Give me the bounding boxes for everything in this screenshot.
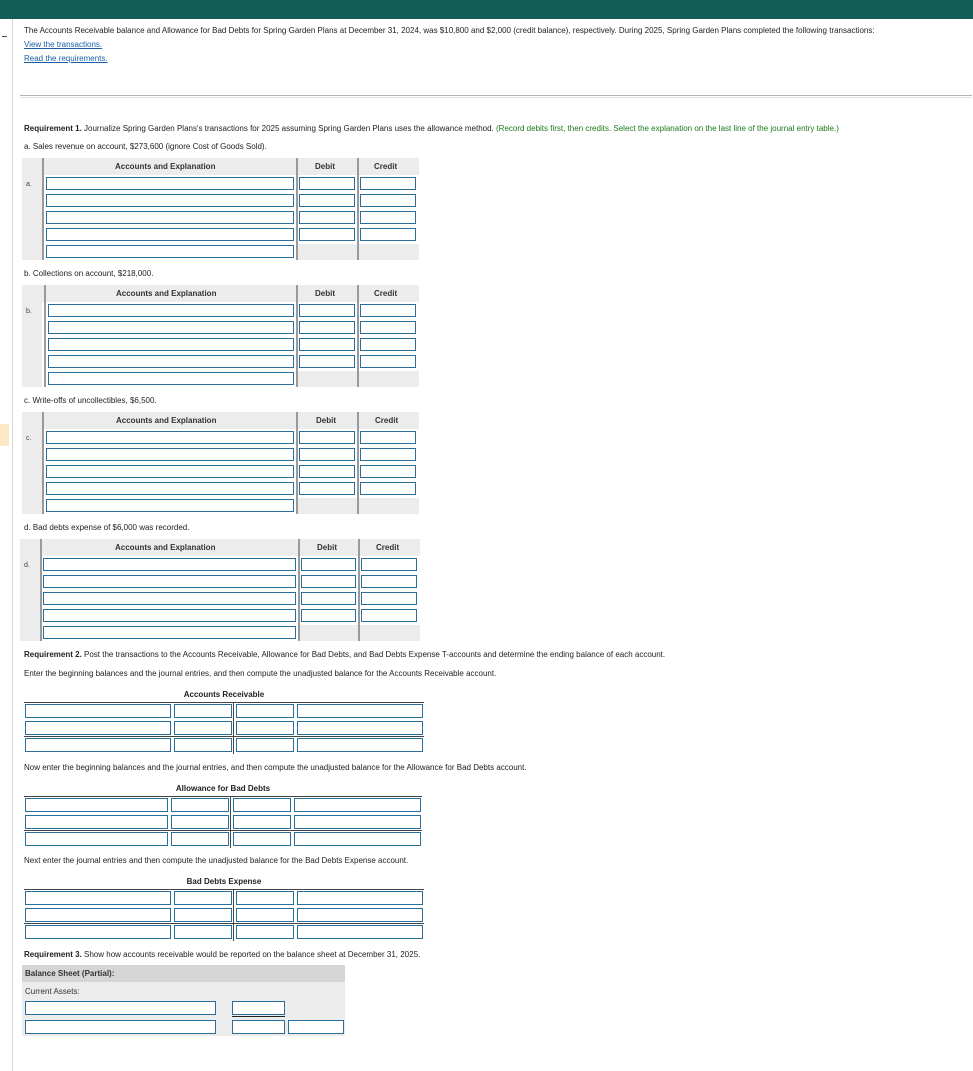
explanation-input[interactable] <box>43 626 296 639</box>
t-account-title: Bad Debts Expense <box>186 877 262 886</box>
header-debit: Debit <box>315 162 335 171</box>
debit-input[interactable] <box>299 194 355 207</box>
collapse-dash-icon[interactable] <box>2 36 7 37</box>
debit-input[interactable] <box>299 355 355 368</box>
column-divider <box>40 539 42 641</box>
allowance-right-label-input[interactable] <box>294 798 421 812</box>
column-divider <box>42 412 44 514</box>
t-account-allowance <box>24 784 422 848</box>
ar-instruction: Enter the beginning balances and the journal entries, and then compute the unadjusted balance for the Accounts Receivable account. <box>24 669 497 678</box>
ar-left-amount-input[interactable] <box>174 704 232 718</box>
header-accounts: Accounts and Explanation <box>116 416 217 425</box>
header-accounts: Accounts and Explanation <box>115 543 216 552</box>
account-input[interactable] <box>43 592 296 605</box>
credit-input[interactable] <box>360 448 416 461</box>
account-input[interactable] <box>43 609 296 622</box>
requirement-2-body: Post the transactions to the Accounts Receivable, Allowance for Bad Debts, and Bad Debts Expense T-accounts and determine the ending balance of each account. <box>81 650 666 659</box>
t-account-center-line <box>233 702 234 754</box>
entry-label-cell <box>20 556 40 641</box>
credit-input[interactable] <box>361 592 417 605</box>
credit-input[interactable] <box>360 431 416 444</box>
t-account-total-rule <box>24 923 424 924</box>
column-divider <box>298 539 300 641</box>
credit-input[interactable] <box>361 575 417 588</box>
header-credit: Credit <box>374 289 398 298</box>
entry-c-title: c. Write-offs of uncollectibles, $6,500. <box>24 396 157 405</box>
account-input[interactable] <box>46 177 294 190</box>
requirement-2-label: Requirement 2. <box>24 650 82 659</box>
account-input[interactable] <box>43 558 296 571</box>
entry-b-title: b. Collections on account, $218,000. <box>24 269 154 278</box>
t-account-title: Accounts Receivable <box>183 690 265 699</box>
debit-input[interactable] <box>299 304 355 317</box>
credit-input[interactable] <box>360 355 416 368</box>
journal-header <box>20 539 420 556</box>
requirement-1-instruction: (Record debits first, then credits. Select the explanation on the last line of the journal entry table.) <box>493 124 839 133</box>
header-credit: Credit <box>376 543 400 552</box>
ar-left-amount-input[interactable] <box>174 721 232 735</box>
requirement-3-body: Show how accounts receivable would be reported on the balance sheet at December 31, 2025. <box>81 950 421 959</box>
debit-input[interactable] <box>301 609 356 622</box>
ar-balance-right-label-input[interactable] <box>297 738 423 752</box>
top-bar <box>0 0 973 19</box>
debit-input[interactable] <box>301 592 356 605</box>
journal-header <box>22 158 419 175</box>
t-account-top-rule <box>24 796 422 797</box>
entry-letter: d. <box>24 562 30 569</box>
entry-label-cell <box>22 302 42 387</box>
account-input[interactable] <box>46 465 294 478</box>
account-input[interactable] <box>46 194 294 207</box>
header-credit: Credit <box>374 162 398 171</box>
ar-right-label-input[interactable] <box>297 704 423 718</box>
debit-input[interactable] <box>301 575 356 588</box>
entry-label-cell <box>22 429 42 514</box>
header-debit: Debit <box>316 416 336 425</box>
bde-right-label-input[interactable] <box>297 891 423 905</box>
account-input[interactable] <box>46 448 294 461</box>
journal-header <box>22 285 419 302</box>
bde-balance-label-input[interactable] <box>25 925 171 939</box>
debit-input[interactable] <box>299 482 355 495</box>
ar-right-amount-input[interactable] <box>236 704 294 718</box>
header-credit: Credit <box>375 416 399 425</box>
column-divider <box>296 412 298 514</box>
balance-sheet-header <box>22 965 345 982</box>
bde-left-label-input[interactable] <box>25 908 171 922</box>
t-account-total-rule <box>24 736 424 737</box>
column-divider <box>44 285 46 387</box>
debit-input[interactable] <box>299 321 355 334</box>
current-assets-label: Current Assets: <box>25 987 80 996</box>
t-account-total-rule <box>24 830 422 831</box>
debit-input[interactable] <box>299 228 355 241</box>
debit-input[interactable] <box>299 448 355 461</box>
allowance-right-label-input[interactable] <box>294 815 421 829</box>
allowance-left-label-input[interactable] <box>25 798 168 812</box>
t-account-title: Allowance for Bad Debts <box>175 784 271 793</box>
left-divider <box>12 19 13 1071</box>
bde-balance-right-input[interactable] <box>236 925 294 939</box>
credit-input[interactable] <box>360 338 416 351</box>
allowance-left-amount-input[interactable] <box>171 815 229 829</box>
account-input[interactable] <box>46 482 294 495</box>
explanation-input[interactable] <box>46 245 294 258</box>
header-accounts: Accounts and Explanation <box>115 162 216 171</box>
bde-right-label-input[interactable] <box>297 908 423 922</box>
t-account-bad-debts-expense <box>24 877 424 941</box>
column-divider <box>296 158 298 260</box>
t-account-center-line <box>230 796 231 848</box>
allowance-right-amount-input[interactable] <box>233 815 291 829</box>
entry-d-title: d. Bad debts expense of $6,000 was recorded. <box>24 523 190 532</box>
debit-input[interactable] <box>301 558 356 571</box>
bde-right-amount-input[interactable] <box>236 891 294 905</box>
journal-table-c <box>22 412 419 514</box>
balance-sheet-title: Balance Sheet (Partial): <box>25 969 115 978</box>
t-account-accounts-receivable <box>24 690 424 754</box>
entry-letter: a. <box>26 181 32 188</box>
ar-right-amount-input[interactable] <box>236 721 294 735</box>
account-input[interactable] <box>46 431 294 444</box>
t-account-center-line <box>233 889 234 941</box>
allowance-balance-right-input[interactable] <box>233 832 291 846</box>
journal-table-d <box>20 539 420 641</box>
account-input[interactable] <box>48 304 294 317</box>
header-debit: Debit <box>315 289 335 298</box>
view-transactions-link[interactable]: View the transactions. <box>24 40 103 49</box>
account-input[interactable] <box>48 321 294 334</box>
account-input[interactable] <box>43 575 296 588</box>
bde-right-amount-input[interactable] <box>236 908 294 922</box>
explanation-input[interactable] <box>46 499 294 512</box>
column-divider <box>296 285 298 387</box>
column-divider <box>357 285 359 387</box>
ar-right-label-input[interactable] <box>297 721 423 735</box>
debit-input[interactable] <box>299 465 355 478</box>
requirement-1-label: Requirement 1. <box>24 124 82 133</box>
debit-input[interactable] <box>299 177 355 190</box>
requirement-2-text <box>24 650 665 660</box>
credit-input[interactable] <box>360 482 416 495</box>
debit-input[interactable] <box>299 431 355 444</box>
journal-table-b <box>22 285 419 387</box>
bde-left-label-input[interactable] <box>25 891 171 905</box>
bde-balance-right-label-input[interactable] <box>297 925 423 939</box>
requirement-3-text <box>24 950 420 960</box>
credit-input[interactable] <box>360 321 416 334</box>
entry-letter: c. <box>26 435 32 442</box>
credit-input[interactable] <box>360 211 416 224</box>
allowance-balance-label-input[interactable] <box>25 832 168 846</box>
allowance-left-label-input[interactable] <box>25 815 168 829</box>
header-accounts: Accounts and Explanation <box>116 289 217 298</box>
allowance-balance-right-label-input[interactable] <box>294 832 421 846</box>
ar-balance-label-input[interactable] <box>25 738 171 752</box>
bs-line-2-amount-input[interactable] <box>232 1020 285 1034</box>
header-debit: Debit <box>317 543 337 552</box>
requirement-1-body: Journalize Spring Garden Plans's transactions for 2025 assuming Spring Garden Plans uses the allowance method. <box>81 124 494 133</box>
subtotal-underline <box>232 1016 285 1017</box>
column-divider <box>357 158 359 260</box>
requirement-1-text <box>24 124 839 134</box>
section-divider <box>20 95 972 96</box>
section-divider-shadow <box>20 97 972 98</box>
credit-input[interactable] <box>360 194 416 207</box>
ar-left-label-input[interactable] <box>25 704 171 718</box>
account-input[interactable] <box>48 338 294 351</box>
credit-input[interactable] <box>360 228 416 241</box>
bs-line-1-amount-input[interactable] <box>232 1001 285 1015</box>
bs-line-2-label-input[interactable] <box>25 1020 216 1034</box>
journal-header <box>22 412 419 429</box>
debit-input[interactable] <box>299 338 355 351</box>
account-input[interactable] <box>48 355 294 368</box>
bde-balance-left-input[interactable] <box>174 925 232 939</box>
credit-input[interactable] <box>361 609 417 622</box>
debit-input[interactable] <box>299 211 355 224</box>
read-requirements-link[interactable]: Read the requirements. <box>24 54 108 63</box>
credit-input[interactable] <box>361 558 417 571</box>
requirement-3-label: Requirement 3. <box>24 950 82 959</box>
journal-table-a <box>22 158 419 260</box>
ar-balance-left-input[interactable] <box>174 738 232 752</box>
bde-left-amount-input[interactable] <box>174 891 232 905</box>
credit-input[interactable] <box>360 304 416 317</box>
column-divider <box>42 158 44 260</box>
ar-left-label-input[interactable] <box>25 721 171 735</box>
allowance-balance-left-input[interactable] <box>171 832 229 846</box>
bde-instruction: Next enter the journal entries and then compute the unadjusted balance for the Bad Debts Expense account. <box>24 856 409 865</box>
bs-net-amount-input[interactable] <box>288 1020 344 1034</box>
bde-left-amount-input[interactable] <box>174 908 232 922</box>
entry-letter: b. <box>26 308 32 315</box>
column-divider <box>357 412 359 514</box>
intro-text: The Accounts Receivable balance and Allowance for Bad Debts for Spring Garden Plans at December 31, 2024, was $10,800 and $2,000 (credit balance), respectively. During 2025, Spring Garden Plans completed the following transactions: <box>24 26 875 35</box>
t-account-top-rule <box>24 702 424 703</box>
column-divider <box>358 539 360 641</box>
credit-input[interactable] <box>360 465 416 478</box>
ar-balance-right-input[interactable] <box>236 738 294 752</box>
focus-marker <box>0 424 9 446</box>
bs-line-1-label-input[interactable] <box>25 1001 216 1015</box>
account-input[interactable] <box>46 228 294 241</box>
allowance-instruction: Now enter the beginning balances and the journal entries, and then compute the unadjusted balance for the Allowance for Bad Debts account. <box>24 763 527 772</box>
account-input[interactable] <box>46 211 294 224</box>
entry-label-cell <box>22 175 42 260</box>
entry-a-title: a. Sales revenue on account, $273,600 (ignore Cost of Goods Sold). <box>24 142 267 151</box>
balance-sheet-partial <box>22 965 345 1036</box>
t-account-top-rule <box>24 889 424 890</box>
allowance-left-amount-input[interactable] <box>171 798 229 812</box>
explanation-input[interactable] <box>48 372 294 385</box>
allowance-right-amount-input[interactable] <box>233 798 291 812</box>
credit-input[interactable] <box>360 177 416 190</box>
